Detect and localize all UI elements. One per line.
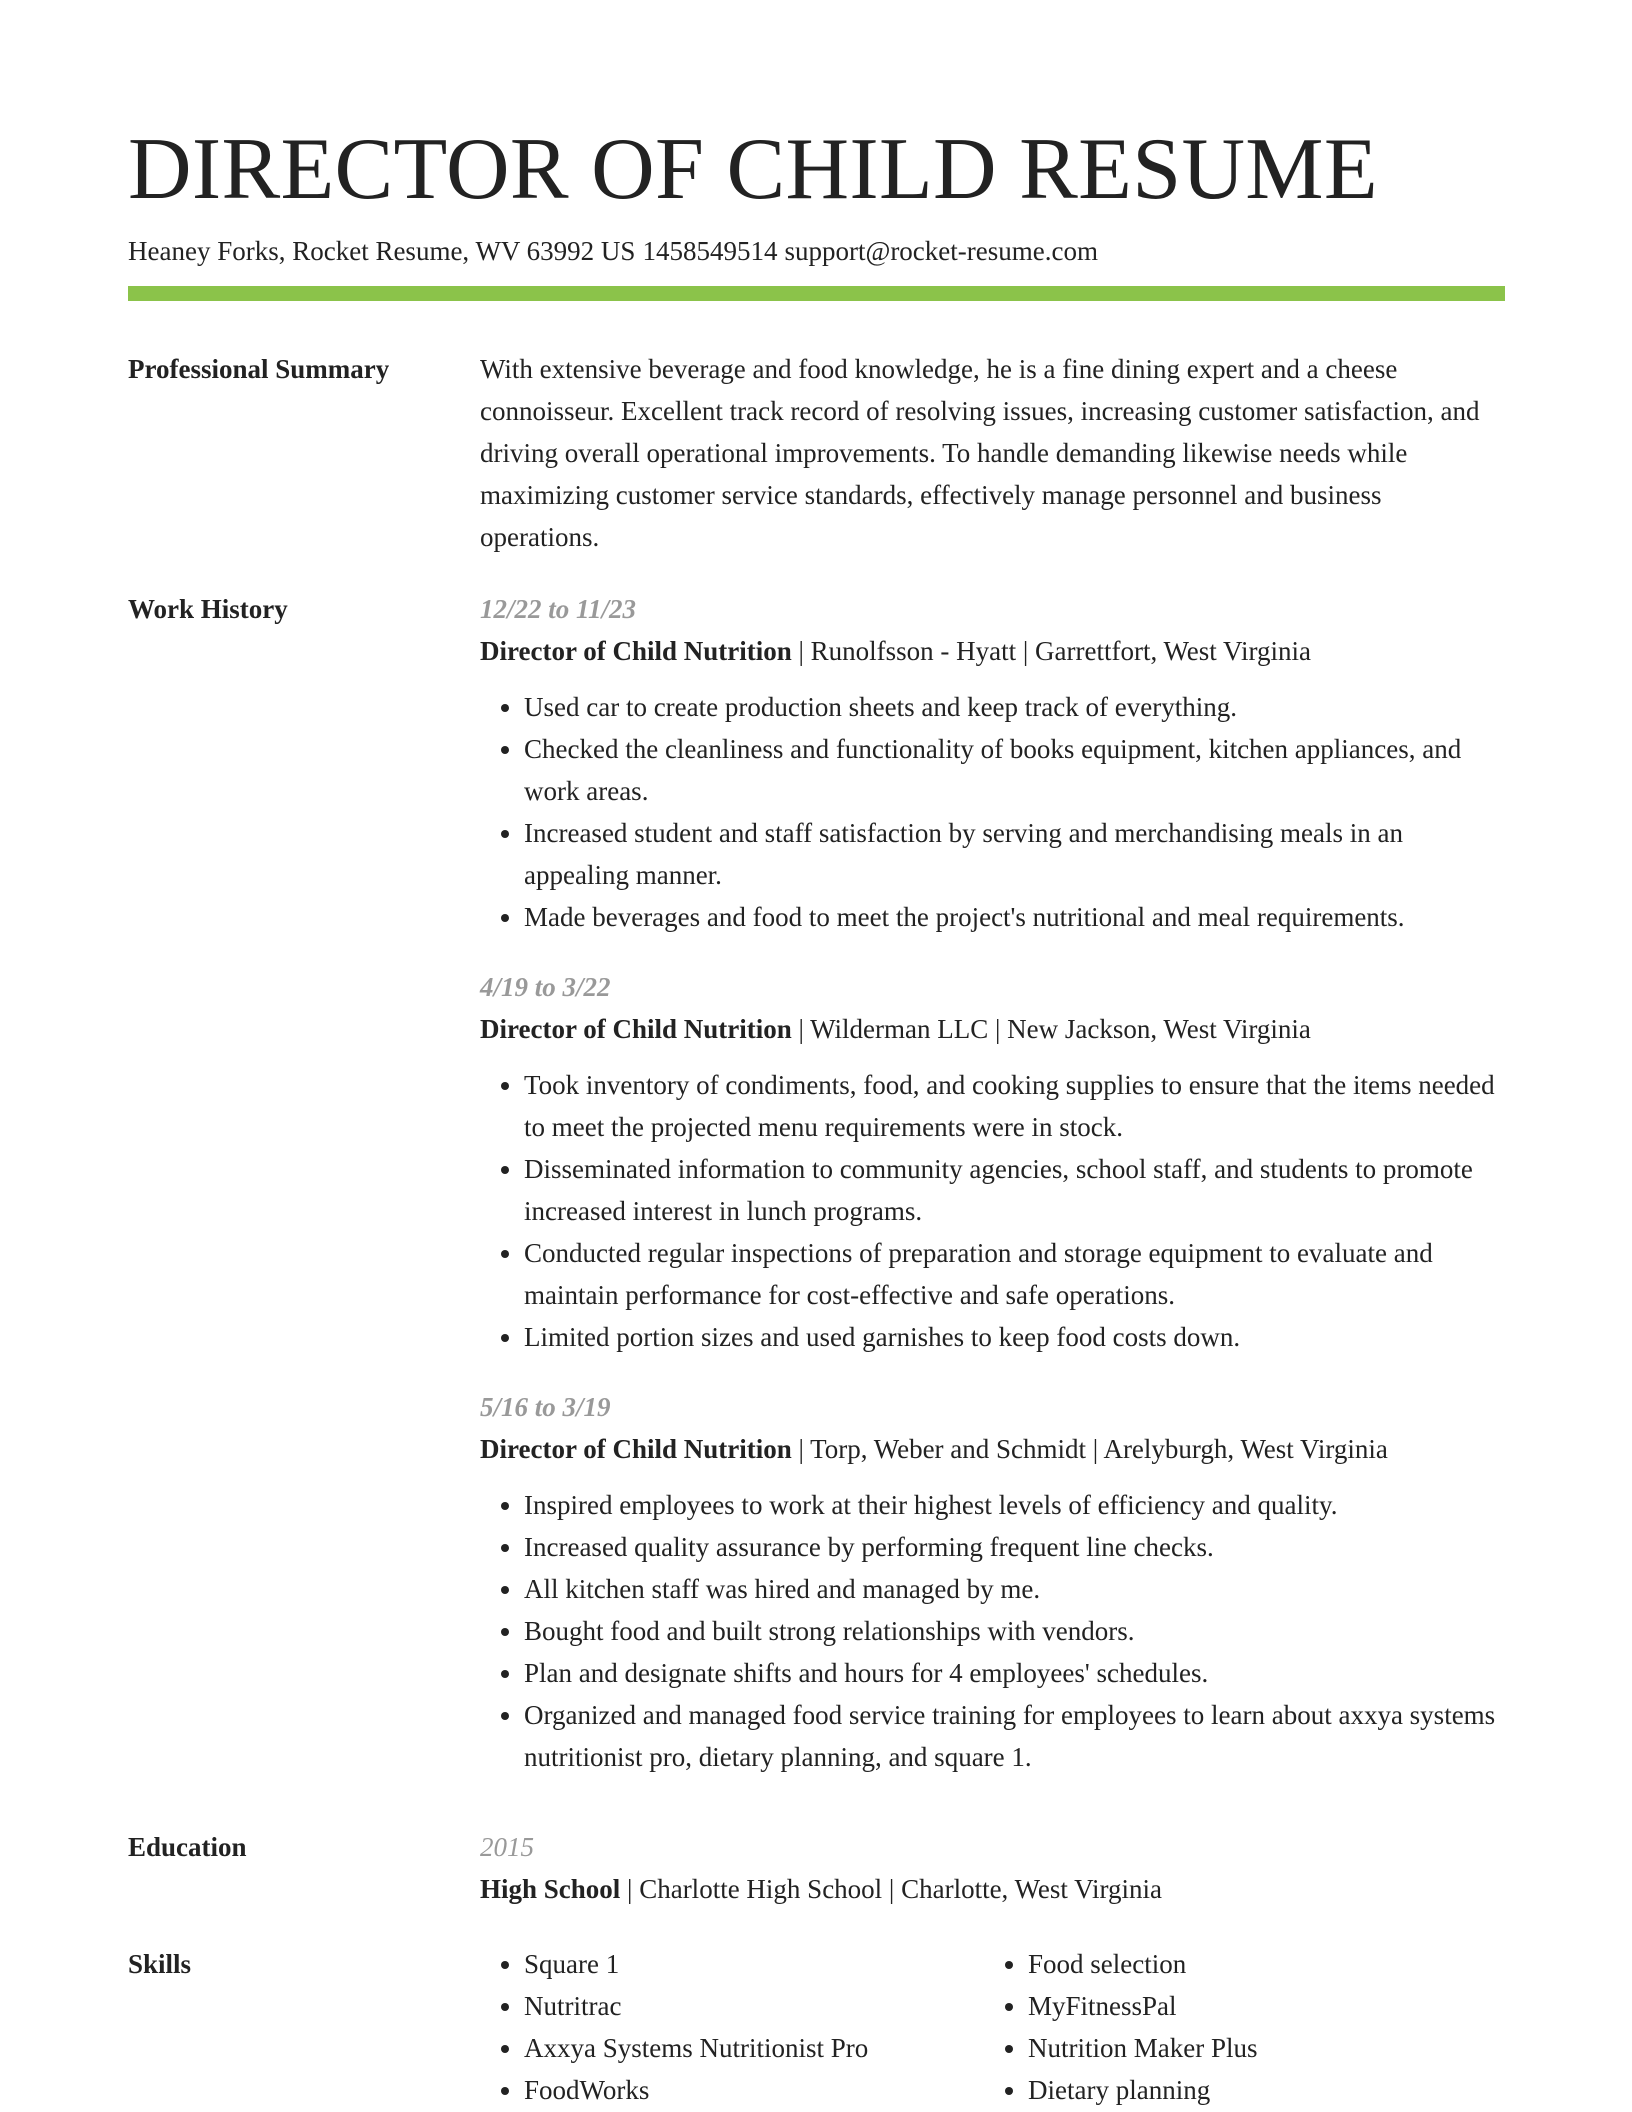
education-body [480,1826,1505,1910]
job-bullet: • Plan and designate shifts and hours for 4 employees' schedules. [524,1652,1505,1694]
education-heading: Education [128,1832,247,1862]
skill-item: • FoodWorks [524,2069,984,2111]
job-bullet: • Increased quality assurance by performing frequent line checks. [524,1526,1505,1568]
job-employer-location: | Wilderman LLC | New Jackson, West Virginia [791,1014,1311,1044]
job-entry [480,966,1505,1358]
contact-email: support@rocket-resume.com [784,236,1098,266]
skill-item: • Square 1 [524,1943,984,1985]
candidate-name: DIRECTOR OF CHILD RESUME [128,121,1378,218]
job-title-line [480,1008,1505,1050]
job-bullet: • Used car to create production sheets and keep track of everything. [524,686,1505,728]
job-entry [480,588,1505,938]
skills-columns [480,1943,1505,2111]
job-title-line [480,1428,1505,1470]
job-bullet: • All kitchen staff was hired and managed by me. [524,1568,1505,1610]
education-degree: High School [480,1874,621,1904]
job-bullet: • Inspired employees to work at their highest levels of efficiency and quality. [524,1484,1505,1526]
skill-item: • Dietary planning [1028,2069,1488,2111]
skill-item: • Nutrition Maker Plus [1028,2027,1488,2069]
summary-heading: Professional Summary [128,354,390,384]
job-title: Director of Child Nutrition [480,1014,792,1044]
job-bullet: • Limited portion sizes and used garnishes to keep food costs down. [524,1316,1505,1358]
education-school-location: | Charlotte High School | Charlotte, West Virginia [620,1874,1163,1904]
skills-list-left [480,1943,984,2111]
skill-item: • Food selection [1028,1943,1488,1985]
job-dates: 4/19 to 3/22 [480,972,611,1002]
job-bullet: • Conducted regular inspections of preparation and storage equipment to evaluate and maintain performance for cost-effective and safe operations. [524,1232,1505,1316]
job-employer-location: | Runolfsson - Hyatt | Garrettfort, West Virginia [791,636,1311,666]
job-dates: 5/16 to 3/19 [480,1392,611,1422]
job-bullets [480,1064,1505,1358]
job-bullet: • Organized and managed food service training for employees to learn about axxya systems nutritionist pro, dietary planning, and square 1. [524,1694,1505,1778]
skill-item: • Nutritrac [524,1985,984,2027]
job-employer-location: | Torp, Weber and Schmidt | Arelyburgh, West Virginia [791,1434,1388,1464]
job-bullet: • Made beverages and food to meet the project's nutritional and meal requirements. [524,896,1505,938]
summary-body [480,348,1505,558]
job-bullet: • Bought food and built strong relationships with vendors. [524,1610,1505,1652]
skills-heading: Skills [128,1949,192,1979]
job-title: Director of Child Nutrition [480,1434,792,1464]
job-dates: 12/22 to 11/23 [480,594,637,624]
job-bullet: • Increased student and staff satisfaction by serving and merchandising meals in an appealing manner. [524,812,1505,896]
education-year: 2015 [480,1832,534,1862]
job-bullets [480,1484,1505,1778]
summary-text: With extensive beverage and food knowledge, he is a fine dining expert and a cheese connoisseur. Excellent track record of resolving issues, increasing customer satisfaction, and driving overall operational improvements. To handle demanding likewise needs while maximizing customer service standards, effectively manage personnel and business operations. [480,354,1480,552]
job-title: Director of Child Nutrition [480,636,792,666]
job-bullet: • Checked the cleanliness and functionality of books equipment, kitchen appliances, and work areas. [524,728,1505,812]
work-history-body [480,588,1505,1792]
resume-header [128,118,1505,270]
contact-address: Heaney Forks, Rocket Resume, WV 63992 US [128,236,636,266]
contact-phone: 1458549514 [642,236,778,266]
job-bullets [480,686,1505,938]
job-bullet: • Disseminated information to community agencies, school staff, and students to promote increased interest in lunch programs. [524,1148,1505,1232]
job-entry [480,1386,1505,1778]
skill-item: • MyFitnessPal [1028,1985,1488,2027]
skills-list-right [984,1943,1488,2111]
header-divider [128,286,1505,301]
education-line [480,1868,1505,1910]
job-bullet: • Took inventory of condiments, food, and cooking supplies to ensure that the items needed to meet the projected menu requirements were in stock. [524,1064,1505,1148]
work-history-heading: Work History [128,594,288,624]
skill-item: • Axxya Systems Nutritionist Pro [524,2027,984,2069]
skills-body [480,1943,1505,2111]
contact-line [128,232,1505,270]
job-title-line [480,630,1505,672]
